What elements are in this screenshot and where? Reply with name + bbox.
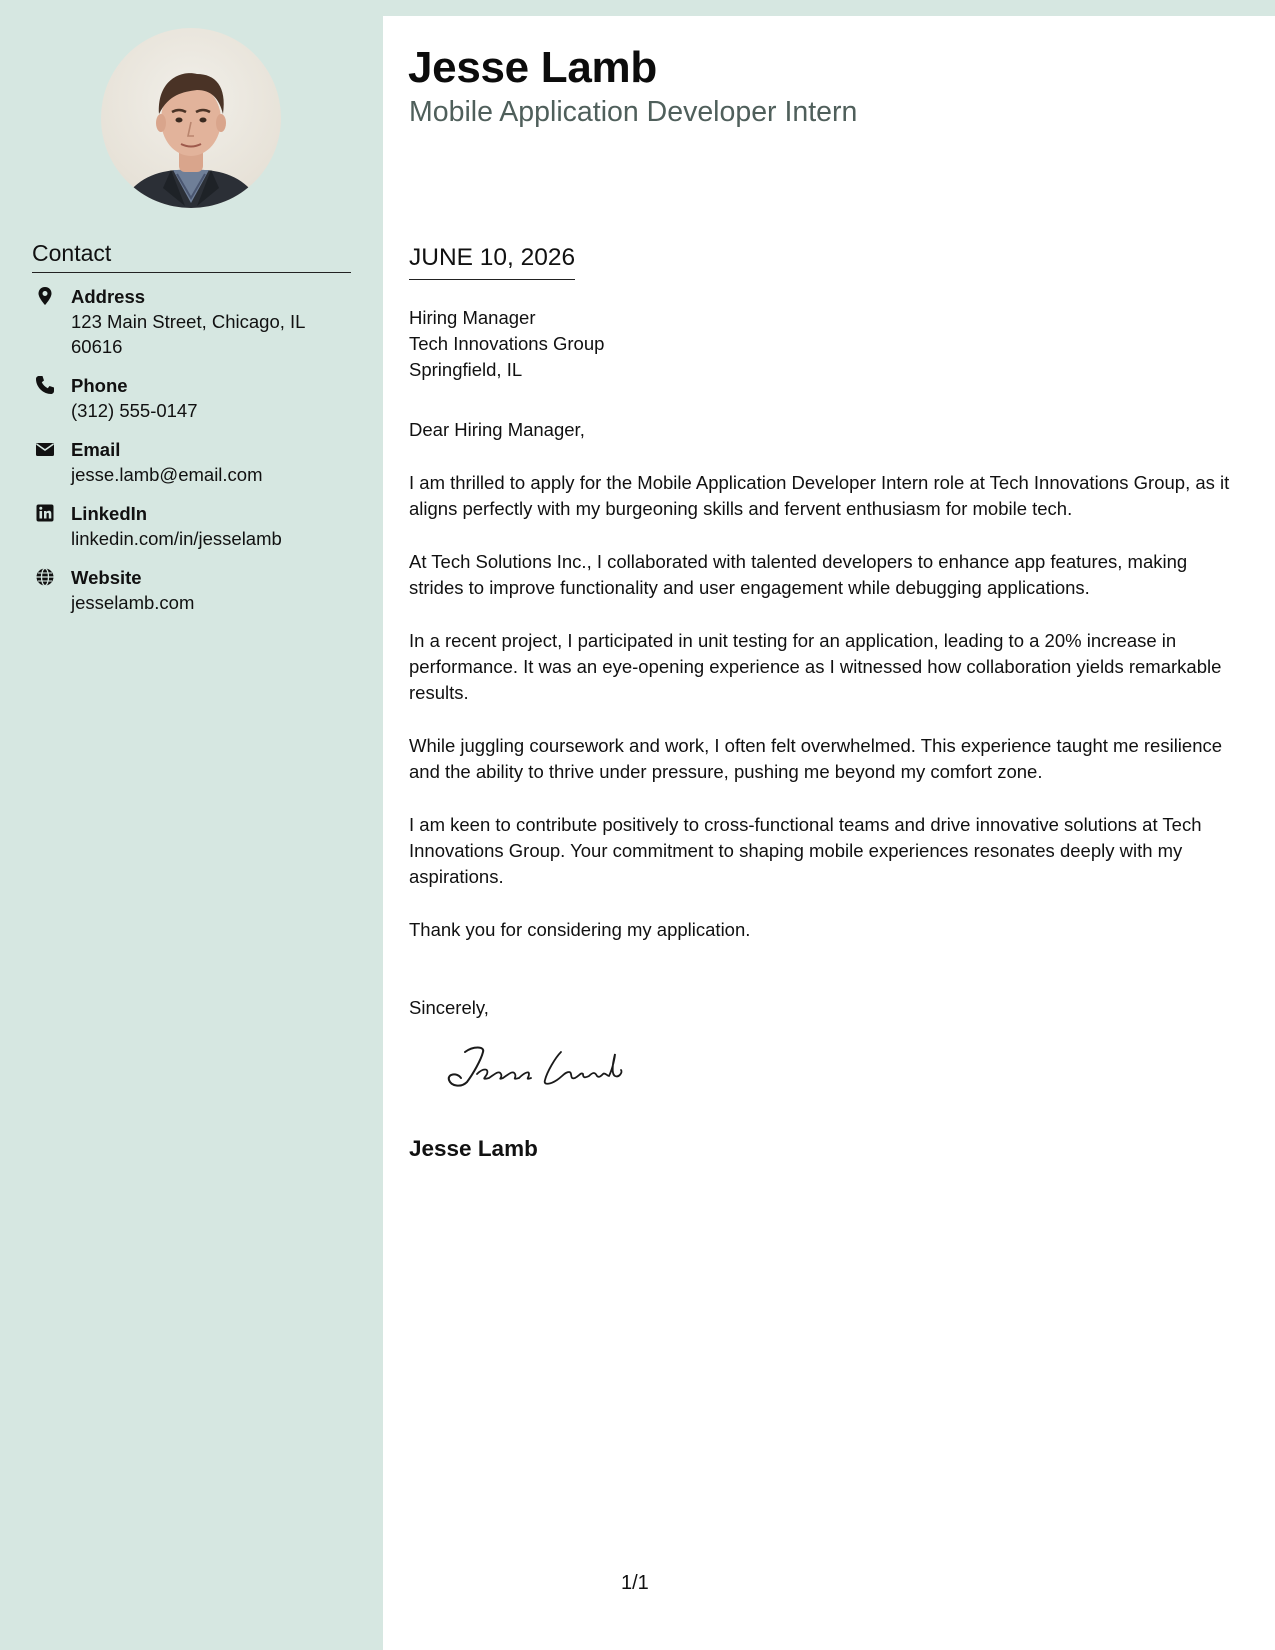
contact-item-address [32, 284, 362, 359]
linkedin-icon [35, 503, 55, 523]
address-label: Address [71, 286, 146, 307]
linkedin-value[interactable]: linkedin.com/in/jesselamb [71, 528, 282, 549]
recipient-line: Tech Innovations Group [409, 333, 605, 354]
recipient-line: Springfield, IL [409, 359, 523, 380]
contact-item-phone [32, 373, 362, 423]
phone-icon [35, 375, 55, 395]
website-label: Website [71, 567, 142, 588]
contact-item-email [32, 437, 362, 487]
body-paragraph: I am keen to contribute positively to cross-functional teams and drive innovative solutions at Tech Innovations Group. Your commitment to shaping mobile experiences resonates deeply with my aspirations. [409, 814, 1202, 887]
profile-photo [101, 28, 281, 208]
body-paragraph: I am thrilled to apply for the Mobile Application Developer Intern role at Tech Innovations Group, as it aligns perfectly with my burgeoning skills and fervent enthusiasm for mobile tech. [409, 472, 1230, 519]
signer-name: Jesse Lamb [409, 1136, 538, 1161]
envelope-icon [35, 439, 55, 459]
email-value[interactable]: jesse.lamb@email.com [71, 464, 263, 485]
map-pin-icon [35, 286, 55, 306]
phone-label: Phone [71, 375, 128, 396]
letter-panel [383, 16, 1275, 1650]
body-paragraph: While juggling coursework and work, I often felt overwhelmed. This experience taught me resilience and the ability to thrive under pressure, pushing me beyond my comfort zone. [409, 735, 1223, 782]
candidate-name: Jesse Lamb [408, 43, 657, 92]
closing: Sincerely, [409, 997, 489, 1018]
globe-icon [35, 567, 55, 587]
email-label: Email [71, 439, 121, 460]
candidate-job-title: Mobile Application Developer Intern [409, 96, 858, 128]
body-paragraph: Thank you for considering my application. [409, 919, 751, 940]
linkedin-label: LinkedIn [71, 503, 148, 524]
body-paragraph: In a recent project, I participated in unit testing for an application, leading to a 20% increase in performance. It was an eye-opening experience as I witnessed how collaboration yields remarkable results. [409, 630, 1222, 703]
contact-list [32, 284, 362, 629]
contact-item-website [32, 565, 362, 615]
recipient-line: Hiring Manager [409, 307, 536, 328]
handwritten-signature [443, 1038, 643, 1098]
sidebar [0, 0, 383, 1650]
recipient-block [409, 305, 604, 383]
salutation: Dear Hiring Manager, [409, 419, 585, 440]
phone-value: (312) 555-0147 [71, 400, 198, 421]
contact-heading: Contact [32, 240, 351, 273]
address-value: 123 Main Street, Chicago, IL 60616 [71, 311, 305, 357]
portrait-illustration [101, 28, 281, 208]
contact-item-linkedin [32, 501, 362, 551]
website-value[interactable]: jesselamb.com [71, 592, 195, 613]
page-number: 1/1 [621, 1572, 649, 1594]
letter-body [409, 417, 1239, 970]
letter-date: JUNE 10, 2026 [409, 243, 575, 280]
body-paragraph: At Tech Solutions Inc., I collaborated with talented developers to enhance app features, making strides to improve functionality and user engagement while debugging applications. [409, 551, 1188, 598]
